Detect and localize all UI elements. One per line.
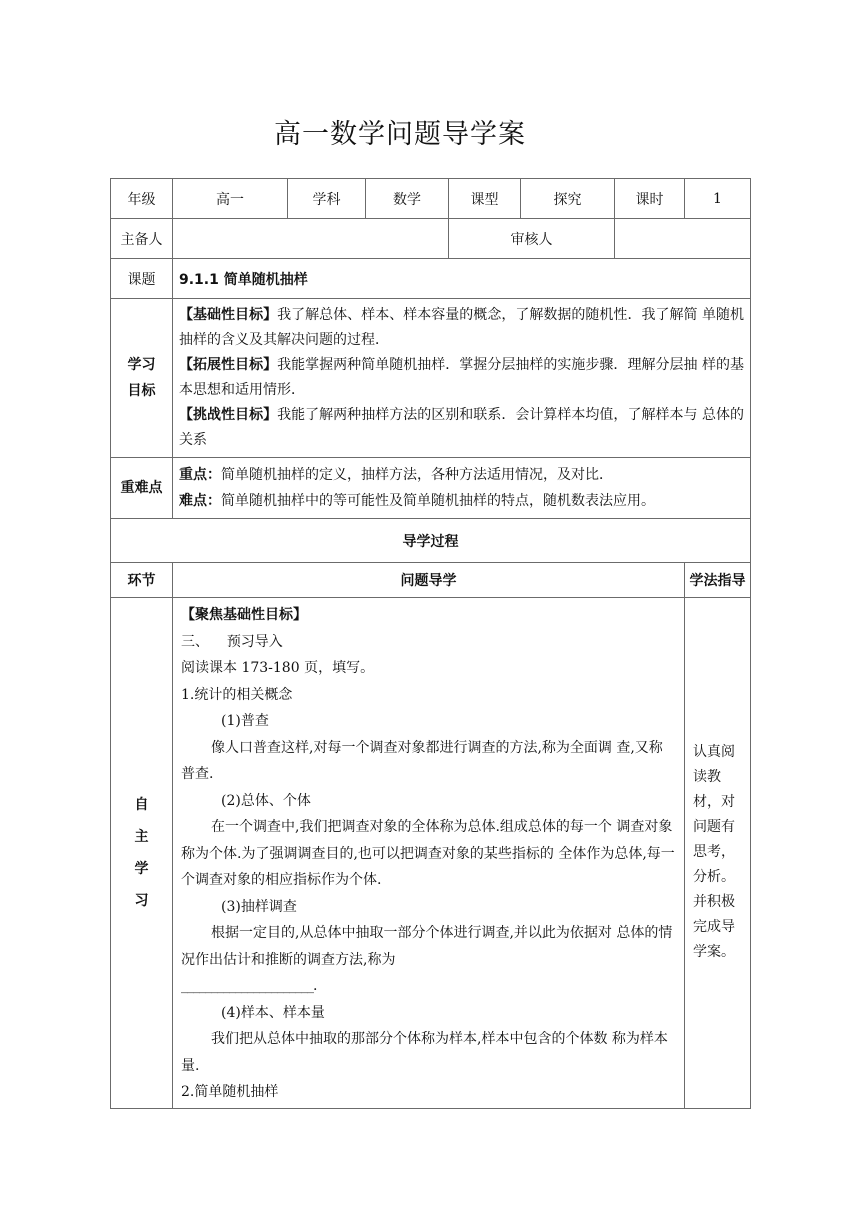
preview-heading xyxy=(181,629,676,656)
basic-goal-text: 我了解总体、样本、样本容量的概念，了解数据的随机性．我了解简 单随机抽样的含义及其解决问题的过程． xyxy=(179,307,745,348)
goals-label-line1: 学习 xyxy=(127,357,156,373)
subject-value: 数学 xyxy=(366,179,449,219)
page-title: 高一数学问题导学案 xyxy=(274,119,526,150)
goals-label xyxy=(111,299,173,458)
self-study-char-3: 学 xyxy=(134,860,149,877)
difficult-point-text: 简单随机抽样中的等可能性及简单随机抽样的特点，随机数表法应用。 xyxy=(221,493,655,509)
item-3-text: 根据一定目的,从总体中抽取一部分个体进行调查,并以此为依据对 总体的情况作出估计和推断的调查方法,称为 xyxy=(181,925,673,968)
grade-value: 高一 xyxy=(173,179,288,219)
type-label: 课型 xyxy=(449,179,521,219)
section-2-title: 2.简单随机抽样 xyxy=(181,1084,279,1100)
item-2-text: 在一个调查中,我们把调查对象的全体称为总体.组成总体的每一个 调查对象称为个体.为了强调调查目的,也可以把调查对象的某些指标的 全体作为总体,每一个调查对象的相应指标作为个体. xyxy=(181,819,675,888)
key-point-text: 简单随机抽样的定义，抽样方法，各种方法适用情况，及对比． xyxy=(221,467,613,483)
difficult-point-tag: 难点： xyxy=(179,493,221,509)
challenge-goal xyxy=(179,403,744,453)
key-points-row xyxy=(111,458,751,519)
self-study-label xyxy=(111,598,173,1109)
info-row xyxy=(111,179,751,219)
self-study-char-1: 自 xyxy=(134,796,149,813)
self-study-content xyxy=(173,598,685,1109)
item-2-title: (2)总体、个体 xyxy=(221,792,311,809)
key-points-label: 重难点 xyxy=(111,458,173,519)
reading-instruction: 阅读课本 173-180 页，填写。 xyxy=(181,660,375,676)
self-study-row xyxy=(111,598,751,1109)
goals-content xyxy=(173,299,751,458)
column-header-row xyxy=(111,563,751,598)
reviewer-label: 审核人 xyxy=(449,219,615,259)
method-guidance: 认真阅读教材，对问题有思考，分析。并积极完成导学案。 xyxy=(685,598,751,1109)
preview-title: 预习导入 xyxy=(226,633,283,650)
method-column-header: 学法指导 xyxy=(685,563,751,598)
key-point xyxy=(179,462,744,488)
item-1-title: (1)普查 xyxy=(221,713,269,729)
focus-tag: 【聚焦基础性目标】 xyxy=(181,607,307,623)
period-value: 1 xyxy=(685,179,751,219)
subject-label: 学科 xyxy=(288,179,366,219)
section-1-title: 1.统计的相关概念 xyxy=(181,686,293,703)
self-study-char-4: 习 xyxy=(134,892,149,909)
self-study-char-2: 主 xyxy=(134,828,149,845)
challenge-goal-tag: 【挑战性目标】 xyxy=(179,407,278,423)
topic-value: 9.1.1 简单随机抽样 xyxy=(173,259,751,299)
preparer-label: 主备人 xyxy=(111,219,173,259)
item-3-blank: ______________________. xyxy=(181,978,317,994)
preparer-row xyxy=(111,219,751,259)
extended-goal xyxy=(179,353,744,403)
challenge-goal-text: 我能了解两种抽样方法的区别和联系．会计算样本均值，了解样本与 总体的关系 xyxy=(179,407,745,448)
item-3-title: (3)抽样调查 xyxy=(221,898,297,915)
reviewer-value xyxy=(615,219,751,259)
topic-label: 课题 xyxy=(111,259,173,299)
item-4-text: 我们把从总体中抽取的那部分个体称为样本,样本中包含的个体数 称为样本量. xyxy=(181,1031,668,1074)
item-1-text: 像人口普查这样,对每一个调查对象都进行调查的方法,称为全面调 查,又称普查. xyxy=(181,739,663,782)
goals-label-line2: 目标 xyxy=(127,383,156,399)
basic-goal xyxy=(179,303,744,353)
period-label: 课时 xyxy=(615,179,685,219)
preparer-value xyxy=(173,219,449,259)
goals-row xyxy=(111,299,751,458)
preview-num: 三、 xyxy=(181,633,209,650)
stage-column-header: 环节 xyxy=(111,563,173,598)
process-header: 导学过程 xyxy=(111,519,751,563)
difficult-point xyxy=(179,488,744,514)
topic-row xyxy=(111,259,751,299)
key-point-tag: 重点： xyxy=(179,467,221,483)
questions-column-header: 问题导学 xyxy=(173,563,685,598)
basic-goal-tag: 【基础性目标】 xyxy=(179,307,278,323)
item-4-title: (4)样本、样本量 xyxy=(221,1004,325,1021)
grade-label: 年级 xyxy=(111,179,173,219)
lesson-plan-table xyxy=(110,178,751,1109)
key-points-content xyxy=(173,458,751,519)
type-value: 探究 xyxy=(521,179,615,219)
extended-goal-tag: 【拓展性目标】 xyxy=(179,357,278,373)
process-header-row xyxy=(111,519,751,563)
extended-goal-text: 我能掌握两种简单随机抽样．掌握分层抽样的实施步骤．理解分层抽 样的基本思想和适用情形． xyxy=(179,357,745,398)
